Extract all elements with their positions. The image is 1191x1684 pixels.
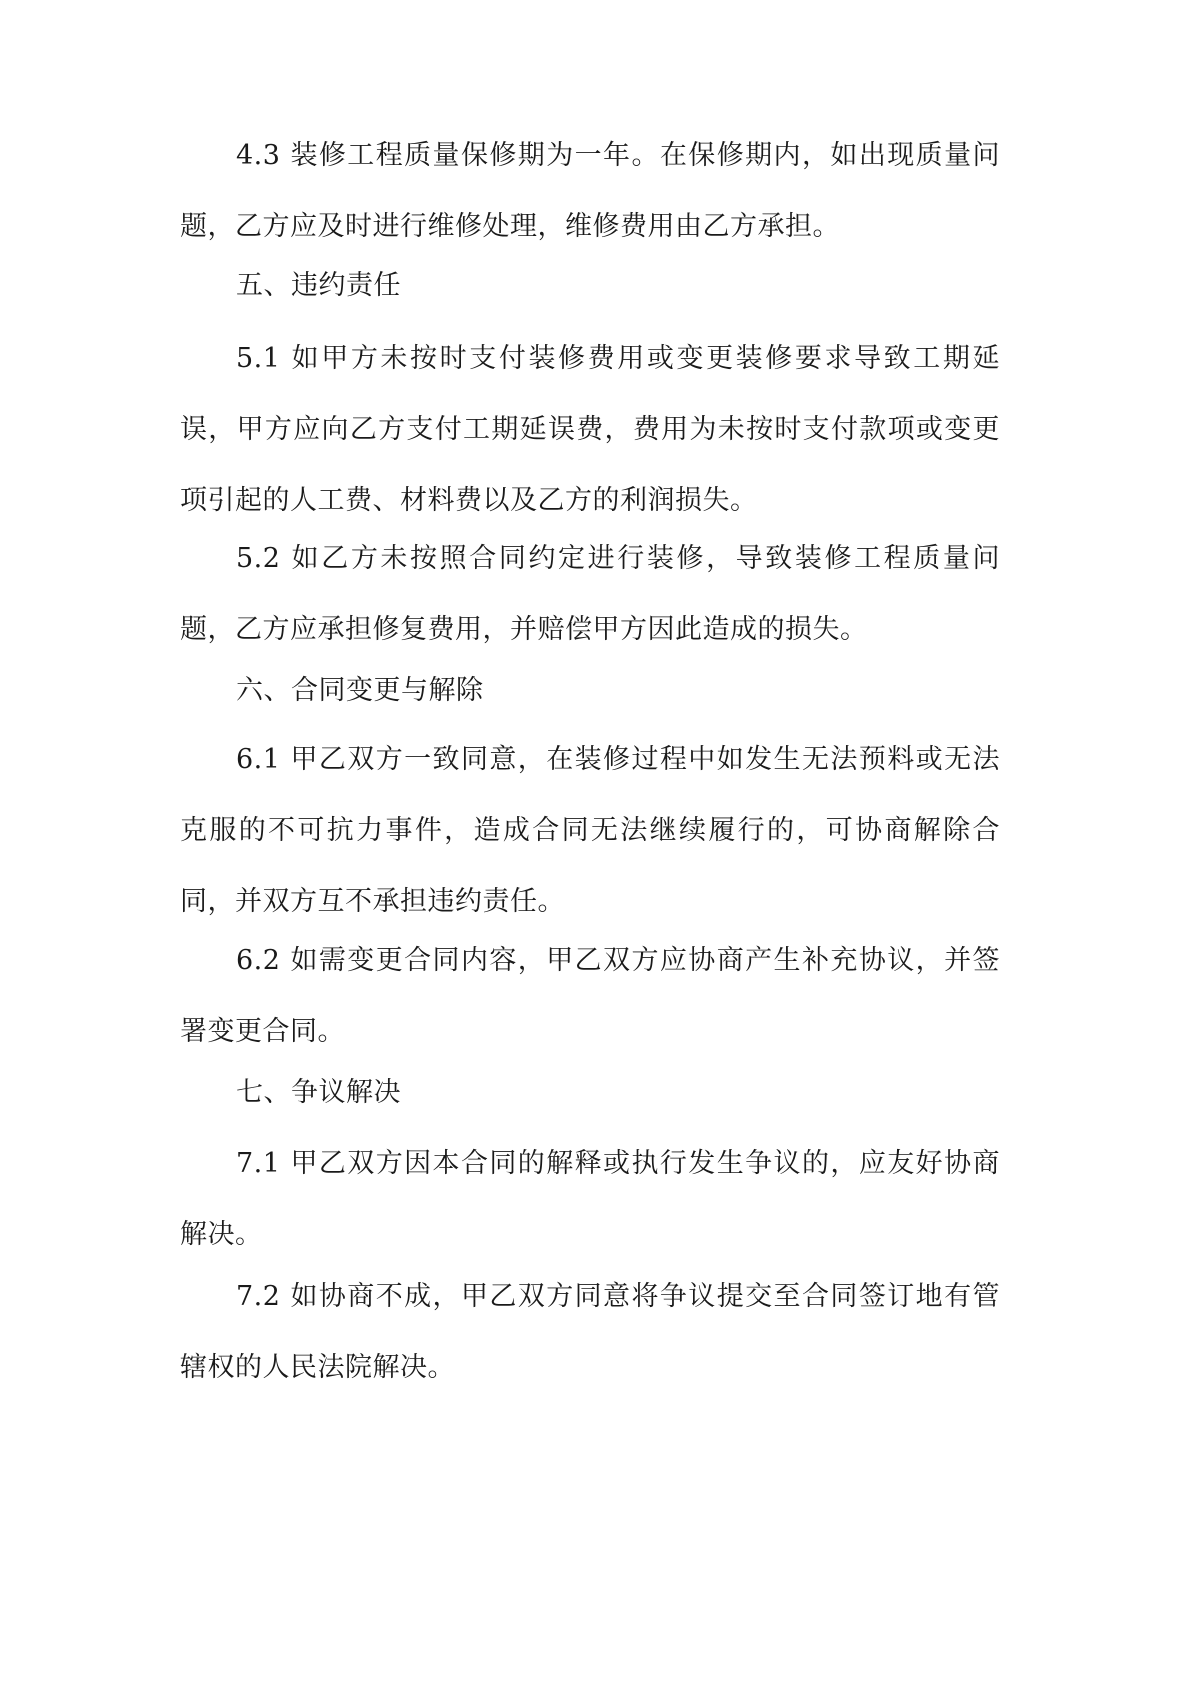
section-heading-contract-change: 六、合同变更与解除 (236, 675, 484, 706)
clause-4-3: 4.3 装修工程质量保修期为一年。在保修期内，如出现质量问题，乙方应及时进行维修处理，维修费用由乙方承担。 (180, 140, 1000, 242)
clause-5-1: 5.1 如甲方未按时支付装修费用或变更装修要求导致工期延误，甲方应向乙方支付工期延误费，费用为未按时支付款项或变更项引起的人工费、材料费以及乙方的利润损失。 (180, 343, 1000, 516)
section-heading-breach-liability: 五、违约责任 (236, 270, 401, 301)
clause-7-2: 7.2 如协商不成，甲乙双方同意将争议提交至合同签订地有管辖权的人民法院解决。 (180, 1281, 1000, 1383)
clause-5-2: 5.2 如乙方未按照合同约定进行装修，导致装修工程质量问题，乙方应承担修复费用，并赔偿甲方因此造成的损失。 (180, 543, 1000, 645)
clause-6-1: 6.1 甲乙双方一致同意，在装修过程中如发生无法预料或无法克服的不可抗力事件，造成合同无法继续履行的，可协商解除合同，并双方互不承担违约责任。 (180, 744, 1000, 917)
clause-7-1: 7.1 甲乙双方因本合同的解释或执行发生争议的，应友好协商解决。 (180, 1148, 1000, 1250)
clause-6-2: 6.2 如需变更合同内容，甲乙双方应协商产生补充协议，并签署变更合同。 (180, 945, 1000, 1047)
section-heading-dispute-resolution: 七、争议解决 (236, 1077, 401, 1108)
